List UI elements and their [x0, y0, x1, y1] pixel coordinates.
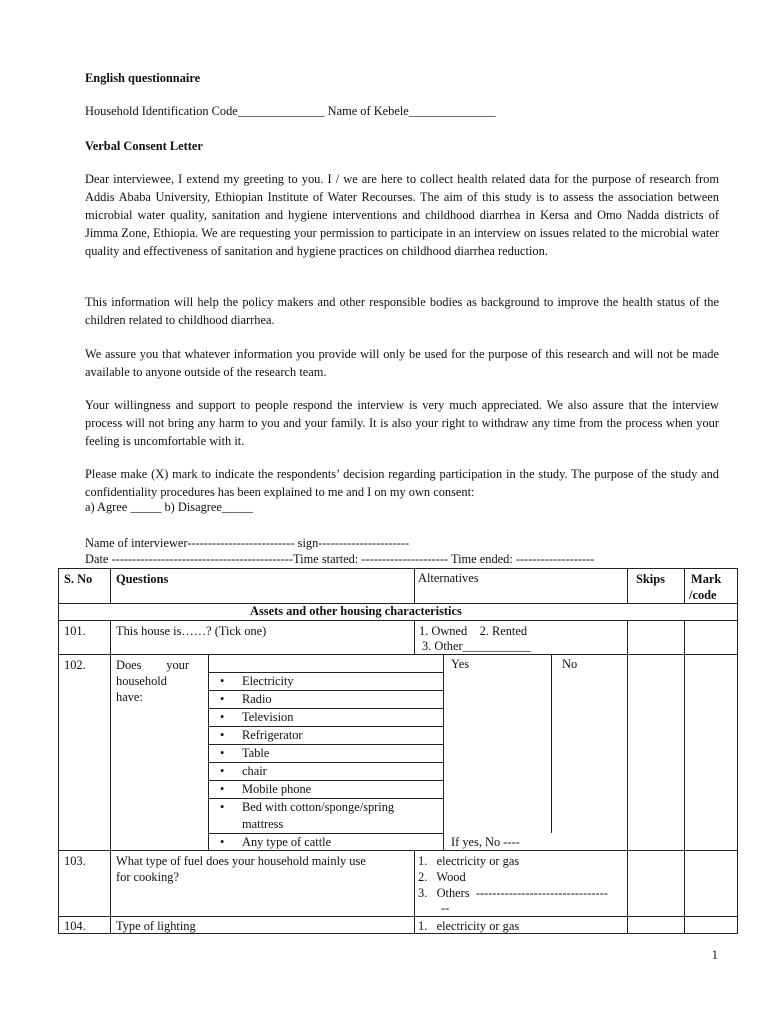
asset-item: • Mobile phone: [220, 782, 312, 796]
q103-number: 103.: [64, 854, 86, 868]
q103-option: 2. Wood: [418, 870, 466, 884]
q101-alternative-1: 1. Owned 2. Rented: [419, 624, 528, 638]
q101-alternative-2: 3. Other___________: [422, 639, 531, 653]
interviewer-line: Name of interviewer-------------------------- sign----------------------: [85, 536, 410, 550]
asset-item: • Radio: [220, 692, 272, 706]
consent-paragraph-1: Dear interviewee, I extend my greeting to you. I / we are here to collect health related data for the purpose of research from Addis Ababa University, Ethiopian Institute of Water Recourses. The aim of this study is to assess the association between microbial water quality, sanitation and hygiene interventions and childhood diarrhea in Kersa and Omo Nadda districts of Jimma Zone, Ethiopia. We are requesting your permission to participate in an interview on issues related to the microbial water quality and effectiveness of sanitation and hygiene practices on childhood diarrhea reduction.: [85, 172, 719, 258]
q104-question: Type of lighting: [116, 919, 196, 933]
cattle-note: If yes, No ----: [451, 835, 520, 849]
consent-paragraph-2: This information will help the policy makers and other responsible bodies as background to improve the health status of the children related to childhood diarrhea.: [85, 295, 719, 327]
asset-item: • Any type of cattle: [220, 835, 332, 849]
header-sno: S. No: [64, 572, 93, 586]
q103-option: 3. Others --------------------------------: [418, 886, 608, 900]
q103-question-line-2: for cooking?: [116, 870, 179, 884]
consent-paragraph-5: Please make (X) mark to indicate the respondents’ decision regarding participation in the study. The purpose of the study and confidentiality procedures has been explained to me and I on my own consent:: [85, 467, 719, 499]
consent-paragraph-3: We assure you that whatever information you provide will only be used for the purpose of this research and will not be made available to anyone outside of the research team.: [85, 347, 719, 379]
header-mark: Mark: [691, 572, 722, 586]
consent-heading: Verbal Consent Letter: [85, 139, 203, 153]
q103-option: 1. electricity or gas: [418, 854, 520, 868]
asset-item: • chair: [220, 764, 267, 778]
header-mark-code: /code: [689, 588, 717, 602]
q103-option-continuation: --: [441, 901, 450, 915]
q102-question-line-3: have:: [116, 690, 143, 704]
q102-question-line-1: Does your: [116, 658, 189, 672]
consent-paragraph-4: Your willingness and support to people respond the interview is very much appreciated. We also assure that the interview process will not bring any harm to you and your family. It is also your right to withdraw any time from the process when your feeling is uncomfortable with it.: [85, 398, 719, 448]
header-skips: Skips: [636, 572, 665, 586]
section-title: Assets and other housing characteristics: [250, 604, 462, 618]
q102-yes-label: Yes: [451, 657, 470, 671]
page-number: 1: [711, 948, 718, 962]
asset-item: • Table: [220, 746, 270, 760]
q104-option: 1. electricity or gas: [418, 919, 520, 933]
header-questions: Questions: [116, 572, 169, 586]
q102-question-line-2: household: [116, 674, 167, 688]
date-time-line: Date --------------------------------------------Time started: --------------------- Time ended: -------------------: [85, 552, 595, 566]
asset-item: • Television: [220, 710, 294, 724]
asset-item-continuation: mattress: [242, 817, 284, 831]
asset-item: • Bed with cotton/sponge/spring: [220, 800, 395, 814]
q101-question: This house is……? (Tick one): [116, 624, 267, 638]
asset-item: • Refrigerator: [220, 728, 303, 742]
agree-disagree-line: a) Agree _____ b) Disagree_____: [85, 500, 253, 514]
q103-question-line-1: What type of fuel does your household mainly use: [116, 854, 366, 868]
q101-number: 101.: [64, 624, 86, 638]
q102-no-label: No: [562, 657, 578, 671]
document-title: English questionnaire: [85, 71, 201, 85]
q104-number: 104.: [64, 919, 86, 933]
asset-item: • Electricity: [220, 674, 294, 688]
q102-number: 102.: [64, 658, 86, 672]
identification-line: Household Identification Code______________ Name of Kebele______________: [85, 104, 496, 118]
header-alternatives: Alternatives: [418, 571, 479, 585]
